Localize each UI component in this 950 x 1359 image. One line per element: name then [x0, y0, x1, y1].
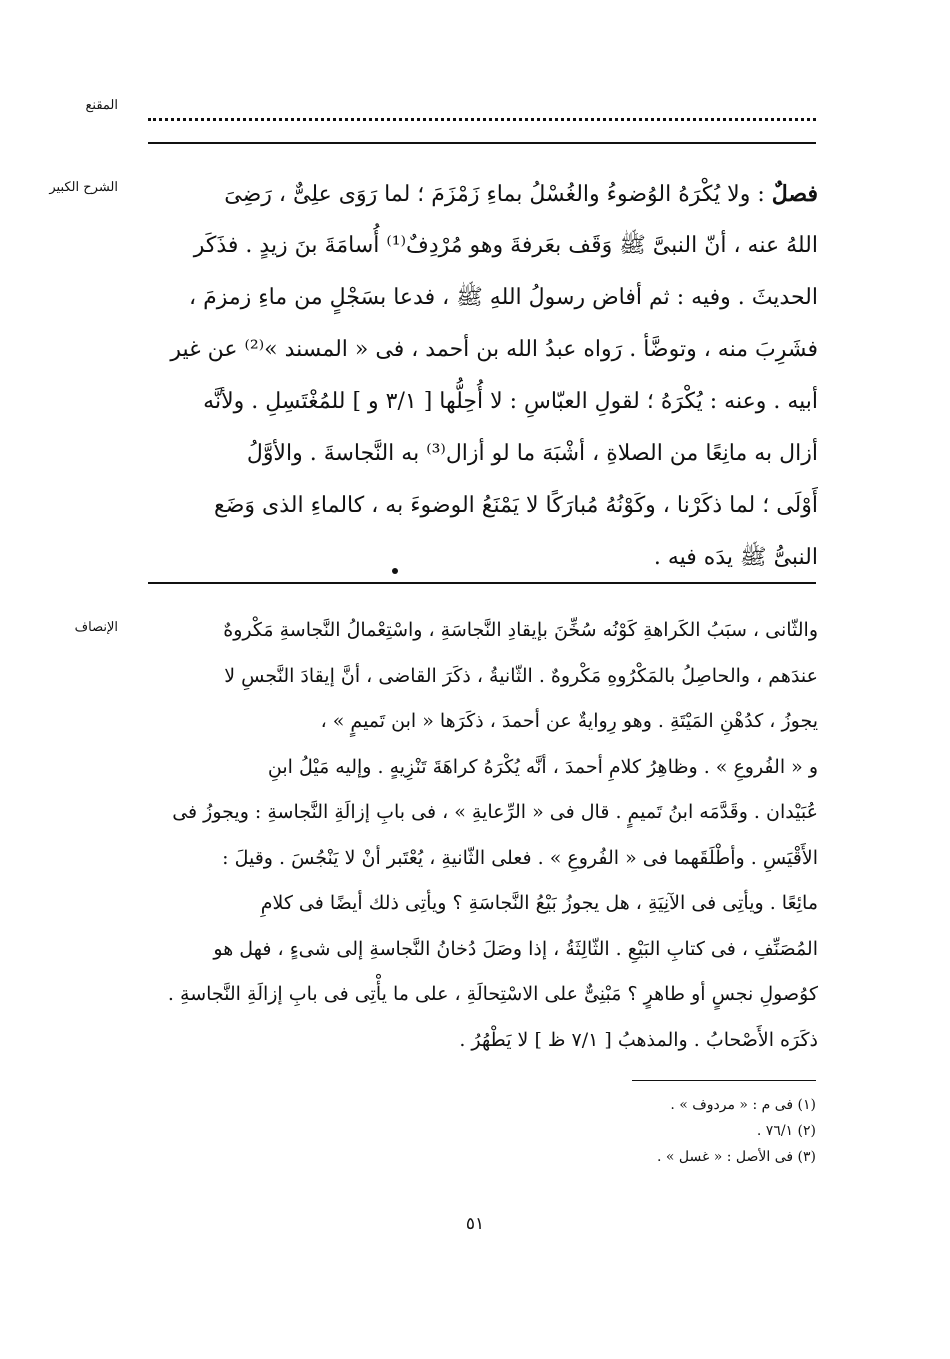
insaf-line: و « الفُروعِ » . وظاهِرُ كلامِ أحمدَ ، أنَّه يُكْرَهُ كراهَةَ تَنْزِيهٍ . وإليه مَيْلُ ابنِ: [267, 755, 818, 778]
insaf-line: مائِعًا . ويأتِى فى الآنِيَةِ ، هل يجوزُ بَيْعُ النَّجاسَةِ ؟ ويأتِى ذلك أيضًا فى كلامِ: [260, 892, 818, 914]
insaf-margin-label: الإنصاف: [74, 620, 118, 635]
sharh-line: أزال به مانِعًا من الصلاةِ ، أشْبَهَ ما لو أزال⁽³⁾ به النَّجاسةَ . والأوَّلُ: [246, 441, 818, 466]
insaf-body: [148, 608, 818, 1063]
header-dotted-rule: [148, 108, 816, 121]
footnotes: [600, 1092, 816, 1170]
running-header-title: المقنع: [85, 98, 118, 113]
page-number: ٥١: [465, 1214, 485, 1234]
section-separator-rule: [148, 582, 816, 584]
insaf-line: كوُصولِ نجسٍ أو طاهرٍ ؟ مَبْنِىٌّ على الاسْتِحالَةِ ، على ما يأْتِى فى بابِ إزالَةِ النَّجاسةِ .: [167, 983, 818, 1005]
sharh-line: فشَرِبَ منه ، وتوضَّأ . رَواه عبدُ الله بن أحمد ، فى « المسند »⁽²⁾ عن غير: [170, 337, 818, 362]
header-rule: [148, 142, 816, 144]
sharh-line: النبىُّ ﷺ يدَه فيه .: [653, 545, 818, 570]
footnote: (٣) فى الأصل : « غسل » .: [656, 1149, 816, 1165]
insaf-line: والثّانى ، سبَبُ الكَراهةِ كَوْنُه سُخِّنَ بإيقادِ النَّجاسَةِ ، واسْتِعْمالُ النَّجاسةِ مَكْروهٌ: [223, 619, 818, 641]
insaf-line: يجوزُ ، كدُهْنِ المَيْتَةِ . وهو رِوايةٌ عن أحمدَ ، ذكَرَها « ابن تَميمٍ » ،: [320, 710, 818, 732]
insaf-line: ذكَرَه الأَصْحابُ . والمذهبُ [ ٧/١ ظ ] لا يَطْهُرُ .: [459, 1028, 818, 1051]
insaf-line: المُصَنِّفِ ، فى كتابِ البَيْعِ . الثّالِثَةُ ، إذا وصَلَ دُخانُ النَّجاسةِ إلى شىءٍ ، فهل هو: [213, 937, 818, 960]
insaf-line: الأَقْيَسِ . وأطْلَقَهما فى « الفُروعِ » . فعلى الثّانيةِ ، يُعْتَبر أنْ لا يَنْجُسَ . وقيلَ :: [222, 846, 818, 869]
sharh-line: أبيه . وعنه : يُكْرَهُ ؛ لقولِ العبّاسِ : لا أُحِلُّها [ ٣/١ و ] للمُغْتَسِلِ . ولأنَّه: [203, 389, 818, 414]
sharh-line: الحديثَ . وفيه : ثم أفاض رسولُ اللهِ ﷺ ، فدعا بسَجْلٍ من ماءِ زمزمَ ،: [189, 285, 818, 310]
footnote-rule: [632, 1080, 816, 1081]
sharh-line: فصلٌ : ولا يُكْرَهُ الوُضوءُ والغُسْلُ بماءِ زَمْزَمَ ؛ لما رَوَى علِىٌّ ، رَضِىَ: [224, 181, 818, 207]
footnote: (١) فى م : « مردوف » .: [670, 1097, 816, 1113]
insaf-line: عُبَيْدان . وقَدَّمَه ابنُ تَميمٍ . قال فى « الرِّعايةِ » ، فى بابِ إزالَةِ النَّجاسةِ : ويجوزُ فى: [172, 801, 818, 823]
separator-dot: [392, 568, 398, 574]
sharh-body: [148, 168, 818, 584]
sharh-line: أَوْلَى ؛ لما ذكَرْنا ، وكَوْنُهُ مُبارَكًا لا يَمْنَعُ الوضوءَ به ، كالماءِ الذى وَضَع: [213, 493, 818, 518]
sharh-line: اللهُ عنه ، أنّ النبىَّ ﷺ وَقَف بعَرفةَ وهو مُرْدِفٌ⁽¹⁾ أُسامَةَ بنَ زيدٍ . فذَكَر: [193, 233, 818, 258]
footnote: (٢) ٧٦/١ .: [756, 1123, 816, 1139]
sharh-margin-label: الشرح الكبير: [49, 180, 118, 195]
fasl-heading: فصلٌ: [771, 181, 818, 207]
insaf-line: عندَهم ، والحاصِلُ بالمَكْرُوهِ مَكْروهٌ . الثّانيةُ ، ذكَرَ القاضى ، أنَّ إيقادَ النَّجسِ لا: [224, 664, 818, 687]
